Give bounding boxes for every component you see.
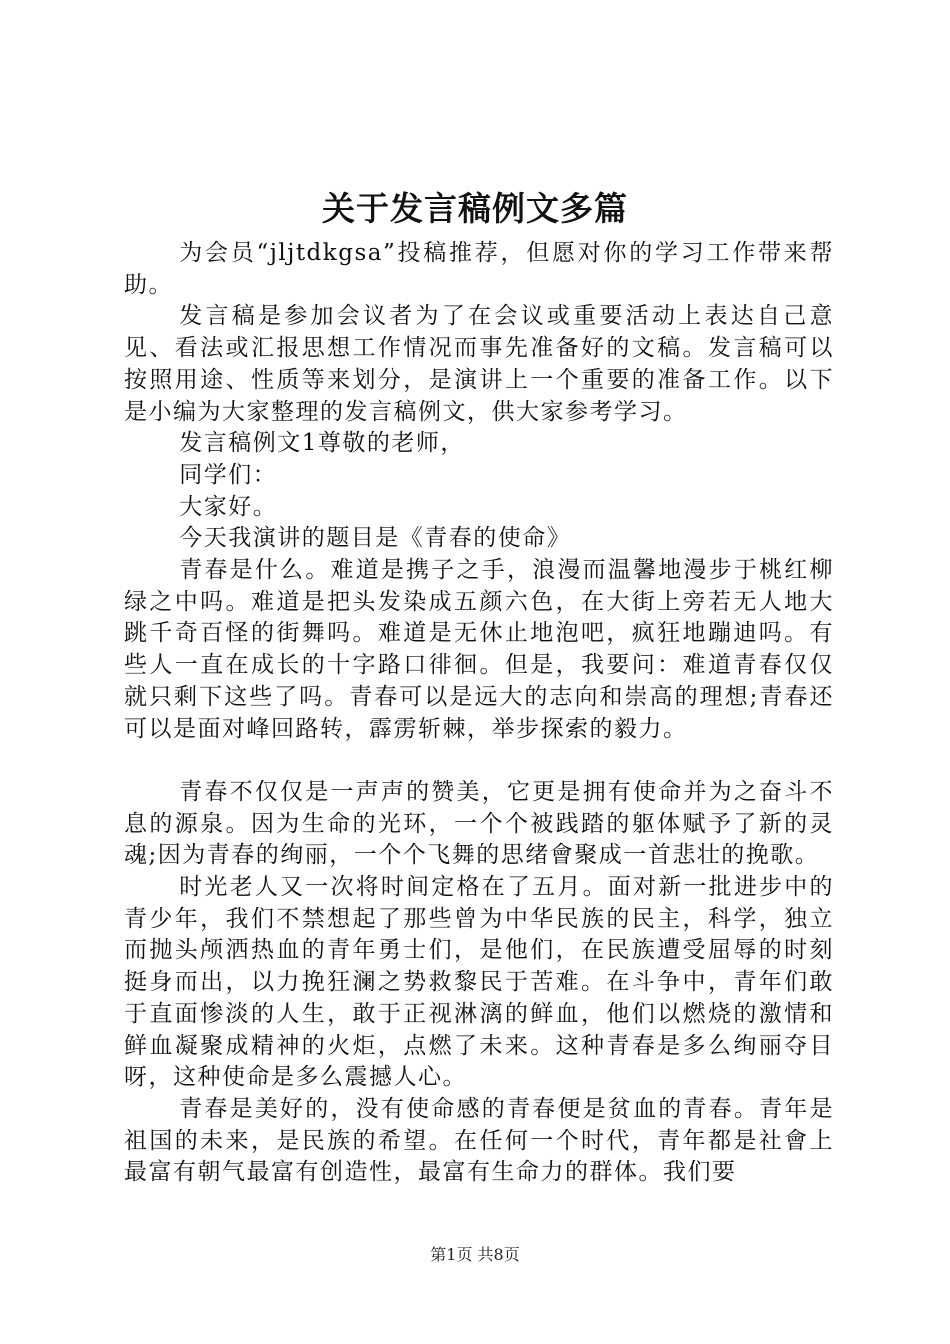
paragraph-definition: 发言稿是参加会议者为了在会议或重要活动上表达自己意见、看法或汇报思想工作情况而事先准备好的文稿。发言稿可以按照用途、性质等来划分，是演讲上一个重要的准备工作。以下是小编为大家整理的发言稿例文，供大家参考学习。	[124, 303, 834, 425]
paragraph-youth-mission: 青春不仅仅是一声声的赞美，它更是拥有使命并为之奋斗不息的源泉。因为生命的光环，一个个被践踏的躯体赋予了新的灵魂;因为青春的绚丽，一个个飞舞的思绪會聚成一首悲壮的挽歌。	[124, 778, 834, 869]
document-title: 关于发言稿例文多篇	[322, 189, 628, 228]
paragraph-salutation: 发言稿例文1尊敬的老师，	[179, 430, 465, 457]
paragraph-what-is-youth: 青春是什么。难道是携子之手，浪漫而温馨地漫步于桃红柳绿之中吗。难道是把头发染成五颜六色，在大街上旁若无人地大跳千奇百怪的街舞吗。难道是无休止地泡吧，疯狂地蹦迪吗。有些人一直在成长的十字路口徘徊。但是，我要问：难道青春仅仅就只剩下这些了吗。青春可以是远大的志向和崇高的理想;青春还可以是面对峰回路转，霹雳斩棘，举步探索的毅力。	[124, 557, 834, 742]
document-body	[124, 238, 834, 1189]
paragraph-topic: 今天我演讲的题目是《青春的使命》	[179, 525, 572, 552]
paragraph-youth-future: 青春是美好的，没有使命感的青春便是贫血的青春。青年是祖国的未来，是民族的希望。在任何一个时代，青年都是社會上最富有朝气最富有创造性，最富有生命力的群体。我们要	[124, 1095, 834, 1186]
page-number: 第1页 共8页	[430, 1245, 520, 1264]
paragraph-may: 时光老人又一次将时间定格在了五月。面对新一批进步中的青少年，我们不禁想起了那些曾为中华民族的民主，科学，独立而抛头颅洒热血的青年勇士们，是他们，在民族遭受屈辱的时刻挺身而出，以力挽狂澜之势救黎民于苦难。在斗争中，青年们敢于直面惨淡的人生，敢于正视淋漓的鲜血，他们以燃烧的激情和鲜血凝聚成精神的火炬，点燃了未来。这种青春是多么绚丽夺目呀，这种使命是多么震撼人心。	[124, 874, 834, 1091]
paragraph-intro: 为会员“jljtdkgsa”投稿推荐，但愿对你的学习工作带来帮助。	[124, 240, 834, 298]
paragraph-greeting: 大家好。	[179, 493, 278, 520]
paragraph-classmates: 同学们：	[179, 461, 278, 488]
